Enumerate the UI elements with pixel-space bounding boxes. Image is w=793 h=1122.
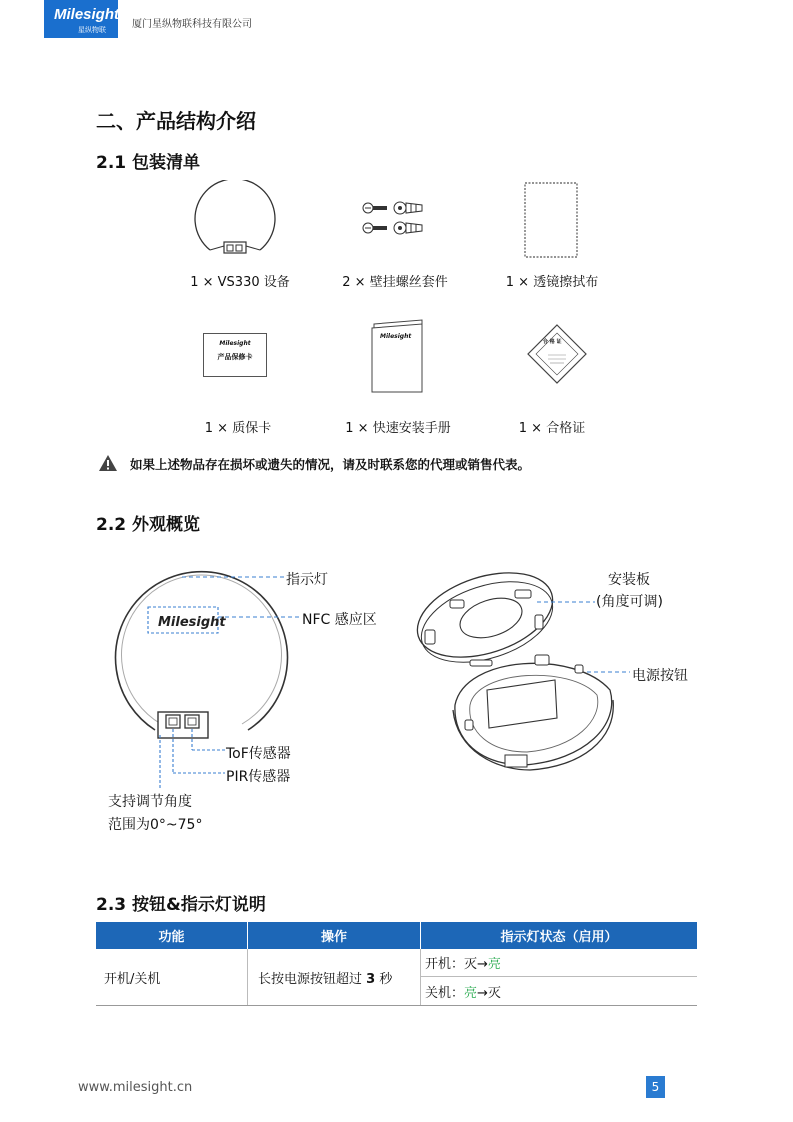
logo-subtitle: 星纵物联	[78, 26, 106, 34]
certificate-text: 合 格 证	[543, 339, 562, 345]
packing-list-title: 2.1 包装清单	[96, 153, 201, 173]
table-header-row	[96, 922, 697, 949]
packing-item-warranty: 1 × 质保卡	[204, 421, 272, 436]
packing-item-cloth: 1 × 透镜擦拭布	[505, 275, 599, 290]
packing-item-screws: 2 × 壁挂螺丝套件	[342, 275, 448, 290]
cleaning-cloth-illustration	[522, 180, 580, 260]
warranty-card-brand: Milesight	[219, 340, 251, 347]
power-off-prefix: 关机：	[425, 985, 465, 1001]
logo-brand: Milesight	[54, 6, 120, 23]
overview-title: 2.2 外观概览	[96, 515, 201, 535]
screw-kit-illustration	[358, 190, 428, 240]
company-name: 厦门星纵物联科技有限公司	[132, 19, 252, 30]
cell-power-on	[421, 949, 698, 977]
label-indicator: 指示灯	[286, 572, 328, 588]
warranty-card-illustration	[203, 333, 267, 377]
label-nfc: NFC 感应区	[302, 612, 377, 628]
power-off-suffix: →灭	[477, 985, 501, 1001]
operation-seconds: 3	[366, 971, 376, 987]
cell-operation	[248, 949, 421, 1006]
quick-guide-illustration	[366, 316, 430, 394]
operation-suffix: 秒	[375, 971, 393, 987]
packing-item-device: 1 × VS330 设备	[190, 275, 290, 290]
page-number: 5	[646, 1076, 665, 1098]
label-angle-line2: 范围为0°~75°	[108, 817, 203, 833]
packing-item-certificate: 1 × 合格证	[518, 421, 586, 436]
label-tof: ToF传感器	[226, 746, 291, 762]
button-indicator-table	[96, 922, 697, 1006]
warning-icon	[98, 454, 118, 472]
power-off-state: 亮	[464, 985, 478, 1001]
header-indicator: 指示灯状态（启用）	[421, 922, 698, 949]
device-illustration	[190, 180, 280, 255]
table-row	[96, 949, 697, 977]
label-power-button: 电源按钮	[632, 668, 688, 684]
operation-prefix: 长按电源按钮超过	[258, 971, 367, 987]
device-brand: Milesight	[158, 615, 226, 630]
buttons-title: 2.3 按钮&指示灯说明	[96, 895, 266, 915]
certificate-illustration	[526, 323, 588, 385]
cell-function: 开机/关机	[96, 949, 248, 1006]
section-title: 二、产品结构介绍	[96, 109, 256, 133]
label-mount-line1: 安装板	[608, 572, 650, 588]
company-logo	[44, 0, 118, 38]
power-on-state: 亮	[487, 957, 501, 973]
footer-url: www.milesight.cn	[78, 1080, 193, 1095]
label-mount-line2: (角度可调)	[596, 594, 663, 610]
label-pir: PIR传感器	[226, 769, 291, 785]
warranty-card-text: 产品保修卡	[217, 353, 253, 361]
packing-notice: 如果上述物品存在损坏或遗失的情况，请及时联系您的代理或销售代表。	[130, 457, 531, 472]
power-on-prefix: 开机：灭→	[425, 957, 488, 973]
cell-power-off	[421, 977, 698, 1006]
label-angle-line1: 支持调节角度	[108, 794, 192, 810]
quick-guide-brand: Milesight	[380, 333, 412, 340]
header-operation: 操作	[248, 922, 421, 949]
header-function: 功能	[96, 922, 248, 949]
packing-item-guide: 1 × 快速安装手册	[345, 421, 451, 436]
